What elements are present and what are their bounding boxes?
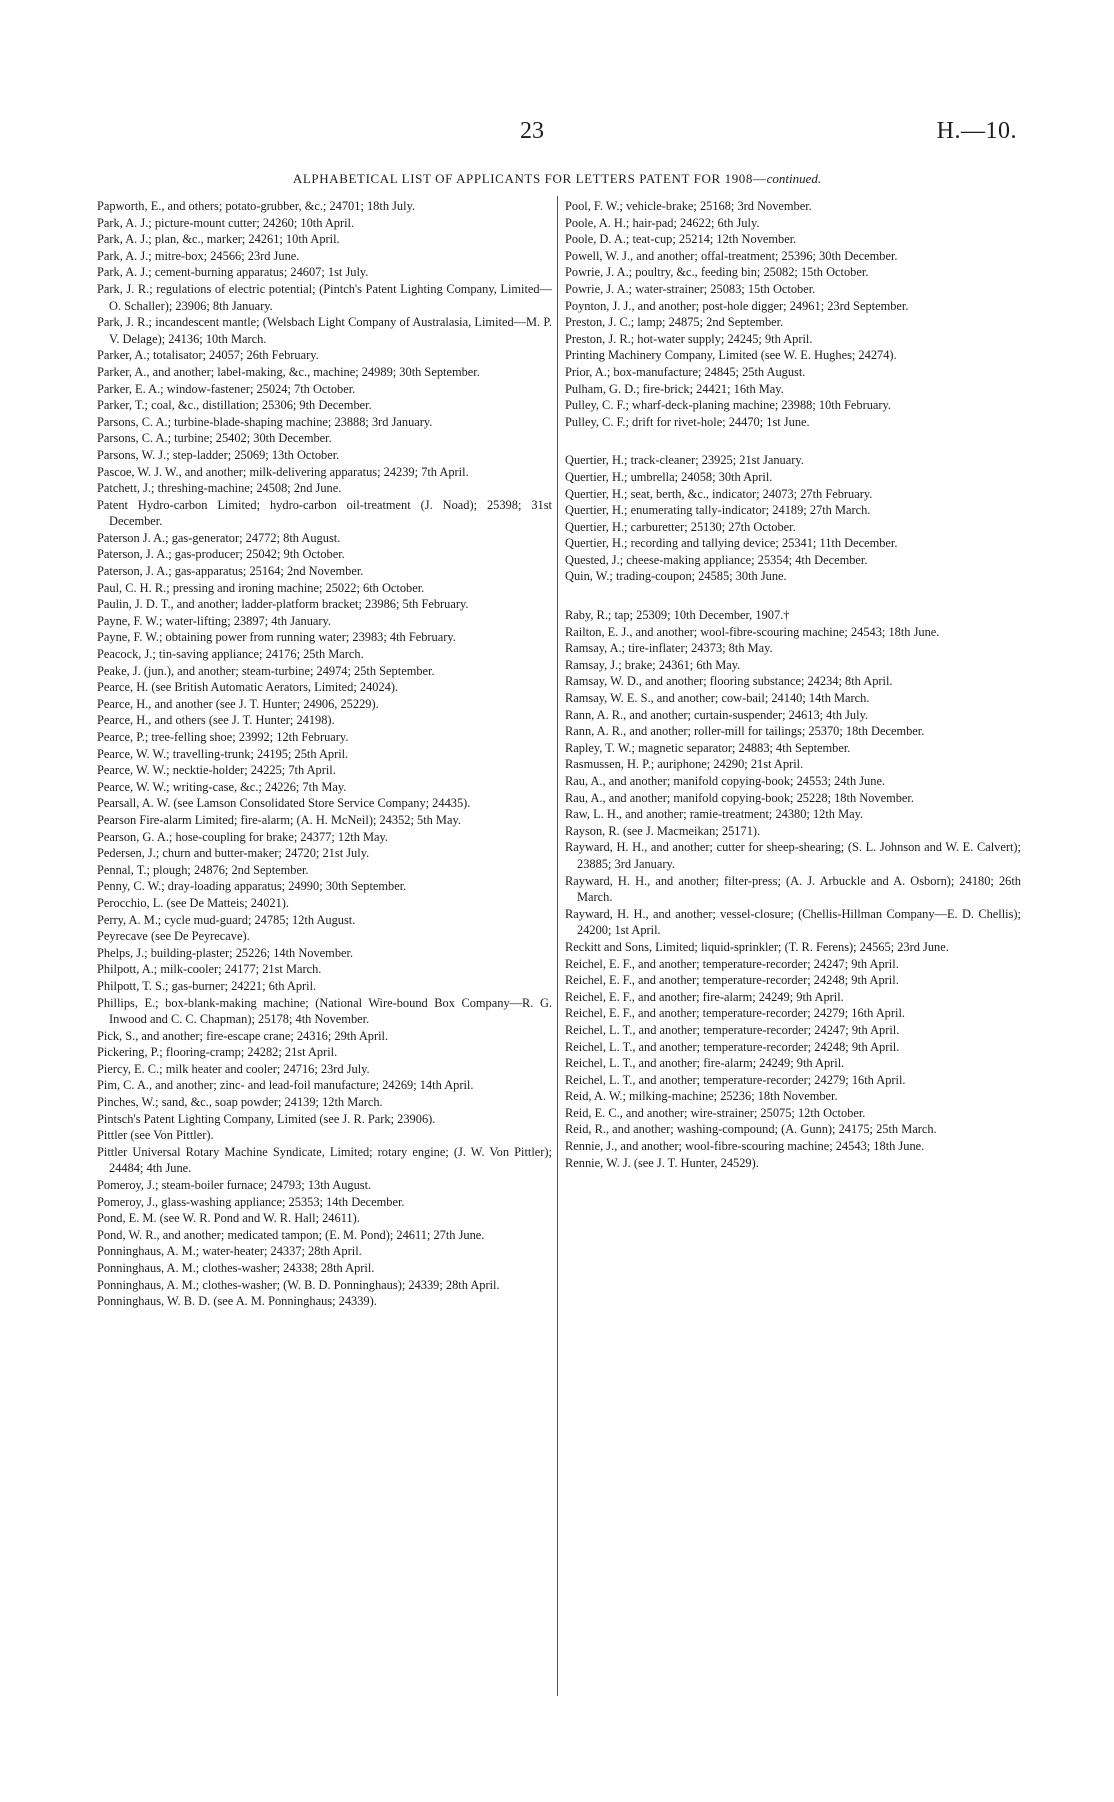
list-item: Ponninghaus, A. M.; clothes-washer; (W. B. D. Ponninghaus); 24339; 28th April.	[97, 1277, 500, 1292]
list-item: Pond, E. M. (see W. R. Pond and W. R. Hall; 24611).	[97, 1211, 360, 1226]
list-item: Pulley, C. F.; drift for rivet-hole; 24470; 1st June.	[565, 414, 810, 429]
list-item: Park, J. R.; regulations of electric potential; (Pintch's Patent Lighting Company, Limited—O. Schaller); 23906; 8th January.	[97, 281, 552, 313]
list-item: Penny, C. W.; dray-loading apparatus; 24990; 30th September.	[97, 879, 407, 894]
list-item: Paul, C. H. R.; pressing and ironing machine; 25022; 6th October.	[97, 580, 425, 595]
list-item: Parsons, C. A.; turbine-blade-shaping machine; 23888; 3rd January.	[97, 414, 433, 429]
list-item: Raw, L. H., and another; ramie-treatment; 24380; 12th May.	[565, 807, 864, 822]
list-item: Pennal, T.; plough; 24876; 2nd September.	[97, 862, 309, 877]
list-item: Peyrecave (see De Peyrecave).	[97, 929, 250, 944]
list-item: Ramsay, W. E. S., and another; cow-bail; 24140; 14th March.	[565, 691, 870, 706]
list-item: Rennie, W. J. (see J. T. Hunter, 24529).	[565, 1155, 759, 1170]
section-gap	[565, 585, 1021, 607]
list-item: Pearce, W. W.; writing-case, &c.; 24226; 7th May.	[97, 779, 347, 794]
list-item: Reichel, L. T., and another; temperature-recorder; 24248; 9th April.	[565, 1039, 900, 1054]
list-item: Park, A. J.; plan, &c., marker; 24261; 10th April.	[97, 232, 340, 247]
list-item: Rayward, H. H., and another; vessel-closure; (Chellis-Hillman Company—E. D. Chellis); 24200; 1st April.	[565, 906, 1021, 938]
list-item: Quin, W.; trading-coupon; 24585; 30th June.	[565, 569, 787, 584]
list-item: Pearce, W. W.; necktie-holder; 24225; 7th April.	[97, 763, 336, 778]
list-item: Ponninghaus, A. M.; clothes-washer; 24338; 28th April.	[97, 1261, 375, 1275]
entries-p	[565, 198, 1021, 430]
list-item: Pinches, W.; sand, &c., soap powder; 24139; 12th March.	[97, 1095, 383, 1110]
list-item: Rayson, R. (see J. Macmeikan; 25171).	[565, 823, 761, 838]
list-item: Ramsay, A.; tire-inflater; 24373; 8th May.	[565, 641, 773, 656]
list-item: Reichel, E. F., and another; temperature-recorder; 24248; 9th April.	[565, 973, 899, 988]
list-item: Reichel, E. F., and another; temperature-recorder; 24279; 16th April.	[565, 1006, 905, 1021]
list-item: Parker, A.; totalisator; 24057; 26th February.	[97, 348, 319, 363]
list-item: Reichel, L. T., and another; temperature-recorder; 24247; 9th April.	[565, 1022, 900, 1037]
list-item: Parker, A., and another; label-making, &c., machine; 24989; 30th September.	[97, 364, 480, 379]
list-item: Pool, F. W.; vehicle-brake; 25168; 3rd November.	[565, 199, 812, 213]
list-item: Quertier, H.; enumerating tally-indicator; 24189; 27th March.	[565, 503, 871, 518]
list-item: Pim, C. A., and another; zinc- and lead-foil manufacture; 24269; 14th April.	[97, 1078, 474, 1093]
list-item: Printing Machinery Company, Limited (see W. E. Hughes; 24274).	[565, 348, 897, 363]
list-item: Reichel, L. T., and another; temperature-recorder; 24279; 16th April.	[565, 1072, 906, 1087]
list-item: Poole, D. A.; teat-cup; 25214; 12th November.	[565, 232, 797, 247]
list-item: Pulham, G. D.; fire-brick; 24421; 16th May.	[565, 381, 784, 396]
list-item: Quertier, H.; carburetter; 25130; 27th October.	[565, 519, 796, 534]
page-title	[0, 171, 1114, 187]
page-number: 23	[520, 118, 544, 144]
title-main: ALPHABETICAL LIST OF APPLICANTS FOR LETTERS PATENT FOR 1908—	[292, 171, 767, 186]
list-item: Phelps, J.; building-plaster; 25226; 14th November.	[97, 945, 354, 960]
list-item: Pond, W. R., and another; medicated tampon; (E. M. Pond); 24611; 27th June.	[97, 1227, 485, 1242]
list-item: Patchett, J.; threshing-machine; 24508; 2nd June.	[97, 481, 342, 496]
list-item: Payne, F. W.; water-lifting; 23897; 4th January.	[97, 613, 332, 628]
list-item: Poynton, J. J., and another; post-hole digger; 24961; 23rd September.	[565, 298, 909, 313]
entries-r	[565, 607, 1021, 1171]
list-item: Powrie, J. A.; water-strainer; 25083; 15th October.	[565, 281, 816, 296]
list-item: Pearce, P.; tree-felling shoe; 23992; 12th February.	[97, 730, 349, 744]
list-item: Pearce, H., and another (see J. T. Hunter; 24906, 25229).	[97, 696, 379, 711]
list-item: Perry, A. M.; cycle mud-guard; 24785; 12th August.	[97, 912, 356, 927]
list-item: Parsons, C. A.; turbine; 25402; 30th December.	[97, 431, 332, 446]
list-item: Pittler Universal Rotary Machine Syndicate, Limited; rotary engine; (J. W. Von Pittler); 24484; 4th June.	[97, 1144, 552, 1176]
list-item: Pomeroy, J., glass-washing appliance; 25353; 14th December.	[97, 1194, 405, 1209]
title-continued: continued.	[766, 171, 822, 186]
list-item: Quertier, H.; track-cleaner; 23925; 21st January.	[565, 453, 804, 468]
list-item: Parsons, W. J.; step-ladder; 25069; 13th October.	[97, 447, 340, 462]
list-item: Piercy, E. C.; milk heater and cooler; 24716; 23rd July.	[97, 1061, 370, 1076]
list-item: Peacock, J.; tin-saving appliance; 24176; 25th March.	[97, 647, 364, 662]
list-item: Ponninghaus, A. M.; water-heater; 24337; 28th April.	[97, 1244, 362, 1259]
section-gap	[565, 430, 1021, 452]
list-item: Papworth, E., and others; potato-grubber, &c.; 24701; 18th July.	[97, 199, 416, 213]
list-item: Prior, A.; box-manufacture; 24845; 25th August.	[565, 364, 806, 379]
list-item: Reichel, E. F., and another; temperature-recorder; 24247; 9th April.	[565, 956, 899, 971]
list-item: Pearsall, A. W. (see Lamson Consolidated Store Service Company; 24435).	[97, 796, 471, 811]
list-item: Rasmussen, H. P.; auriphone; 24290; 21st April.	[565, 757, 804, 772]
list-item: Ramsay, J.; brake; 24361; 6th May.	[565, 657, 741, 672]
list-item: Paterson J. A.; gas-generator; 24772; 8th August.	[97, 530, 341, 545]
list-item: Park, A. J.; picture-mount cutter; 24260; 10th April.	[97, 215, 355, 230]
list-item: Rann, A. R., and another; curtain-suspender; 24613; 4th July.	[565, 707, 869, 722]
list-item: Paulin, J. D. T., and another; ladder-platform bracket; 23986; 5th February.	[97, 597, 469, 612]
list-item: Perocchio, L. (see De Matteis; 24021).	[97, 895, 290, 910]
list-item: Preston, J. C.; lamp; 24875; 2nd September.	[565, 315, 784, 330]
column-divider	[557, 196, 558, 1696]
document-code: H.—10.	[936, 118, 1017, 144]
list-item: Pittler (see Von Pittler).	[97, 1128, 214, 1143]
list-item: Quertier, H.; umbrella; 24058; 30th April.	[565, 469, 773, 484]
list-item: Reid, R., and another; washing-compound; (A. Gunn); 24175; 25th March.	[565, 1122, 937, 1137]
list-item: Rayward, H. H., and another; filter-press; (A. J. Arbuckle and A. Osborn); 24180; 26th March.	[565, 873, 1021, 905]
list-item: Patent Hydro-carbon Limited; hydro-carbon oil-treatment (J. Noad); 25398; 31st December.	[97, 497, 552, 529]
list-item: Preston, J. R.; hot-water supply; 24245; 9th April.	[565, 331, 813, 346]
list-item: Ponninghaus, W. B. D. (see A. M. Ponninghaus; 24339).	[97, 1294, 377, 1309]
list-item: Quertier, H.; seat, berth, &c., indicator; 24073; 27th February.	[565, 486, 873, 501]
list-item: Pearson, G. A.; hose-coupling for brake; 24377; 12th May.	[97, 829, 389, 844]
list-item: Rennie, J., and another; wool-fibre-scouring machine; 24543; 18th June.	[565, 1139, 925, 1154]
list-item: Rapley, T. W.; magnetic separator; 24883; 4th September.	[565, 740, 851, 755]
list-item: Pedersen, J.; churn and butter-maker; 24720; 21st July.	[97, 846, 370, 861]
list-item: Payne, F. W.; obtaining power from running water; 23983; 4th February.	[97, 630, 456, 645]
list-item: Parker, T.; coal, &c., distillation; 25306; 9th December.	[97, 398, 372, 413]
list-item: Pearson Fire-alarm Limited; fire-alarm; (A. H. McNeil); 24352; 5th May.	[97, 812, 461, 827]
list-item: Pearce, W. W.; travelling-trunk; 24195; 25th April.	[97, 746, 349, 761]
list-item: Paterson, J. A.; gas-producer; 25042; 9th October.	[97, 547, 345, 562]
list-item: Quertier, H.; recording and tallying device; 25341; 11th December.	[565, 536, 898, 551]
list-item: Pickering, P.; flooring-cramp; 24282; 21st April.	[97, 1045, 338, 1060]
entries-q	[565, 452, 1021, 585]
list-item: Reichel, E. F., and another; fire-alarm; 24249; 9th April.	[565, 989, 844, 1004]
list-item: Powrie, J. A.; poultry, &c., feeding bin; 25082; 15th October.	[565, 265, 869, 280]
list-item: Pascoe, W. J. W., and another; milk-delivering apparatus; 24239; 7th April.	[97, 464, 469, 479]
right-column	[565, 198, 1021, 1171]
list-item: Peake, J. (jun.), and another; steam-turbine; 24974; 25th September.	[97, 663, 435, 678]
list-item: Pomeroy, J.; steam-boiler furnace; 24793; 13th August.	[97, 1178, 372, 1193]
list-item: Park, A. J.; cement-burning apparatus; 24607; 1st July.	[97, 265, 369, 280]
list-item: Park, J. R.; incandescent mantle; (Welsbach Light Company of Australasia, Limited—M. P. V. Delage); 24136; 10th March.	[97, 315, 552, 346]
list-item: Rayward, H. H., and another; cutter for sheep-shearing; (S. L. Johnson and W. E. Calvert); 23885; 3rd January.	[565, 840, 1021, 871]
list-item: Reid, A. W.; milking-machine; 25236; 18th November.	[565, 1089, 838, 1104]
left-column	[97, 198, 552, 1310]
list-item: Reckitt and Sons, Limited; liquid-sprinkler; (T. R. Ferens); 24565; 23rd June.	[565, 939, 949, 954]
list-item: Paterson, J. A.; gas-apparatus; 25164; 2nd November.	[97, 564, 364, 579]
list-item: Parker, E. A.; window-fastener; 25024; 7th October.	[97, 381, 356, 396]
list-item: Rann, A. R., and another; roller-mill for tailings; 25370; 18th December.	[565, 724, 925, 739]
list-item: Pulley, C. F.; wharf-deck-planing machine; 23988; 10th February.	[565, 398, 892, 413]
list-item: Reid, E. C., and another; wire-strainer; 25075; 12th October.	[565, 1105, 866, 1120]
list-item: Phillips, E.; box-blank-making machine; (National Wire-bound Box Company—R. G. Inwood and C. C. Chapman); 25178; 4th November.	[97, 995, 552, 1027]
list-item: Raby, R.; tap; 25309; 10th December, 1907.†	[565, 608, 790, 623]
list-item: Quested, J.; cheese-making appliance; 25354; 4th December.	[565, 552, 868, 567]
list-item: Pintsch's Patent Lighting Company, Limited (see J. R. Park; 23906).	[97, 1111, 436, 1126]
list-item: Powell, W. J., and another; offal-treatment; 25396; 30th December.	[565, 248, 898, 263]
list-item: Railton, E. J., and another; wool-fibre-scouring machine; 24543; 18th June.	[565, 624, 940, 639]
list-item: Pick, S., and another; fire-escape crane; 24316; 29th April.	[97, 1028, 389, 1043]
list-item: Rau, A., and another; manifold copying-book; 24553; 24th June.	[565, 774, 886, 788]
list-item: Philpott, A.; milk-cooler; 24177; 21st March.	[97, 962, 322, 977]
list-item: Rau, A., and another; manifold copying-book; 25228; 18th November.	[565, 790, 914, 805]
list-item: Philpott, T. S.; gas-burner; 24221; 6th April.	[97, 978, 317, 993]
list-item: Park, A. J.; mitre-box; 24566; 23rd June.	[97, 248, 300, 263]
list-item: Poole, A. H.; hair-pad; 24622; 6th July.	[565, 215, 760, 230]
list-item: Pearce, H. (see British Automatic Aerators, Limited; 24024).	[97, 680, 399, 695]
list-item: Reichel, L. T., and another; fire-alarm; 24249; 9th April.	[565, 1056, 845, 1071]
list-item: Ramsay, W. D., and another; flooring substance; 24234; 8th April.	[565, 674, 893, 689]
list-item: Pearce, H., and others (see J. T. Hunter; 24198).	[97, 713, 335, 728]
